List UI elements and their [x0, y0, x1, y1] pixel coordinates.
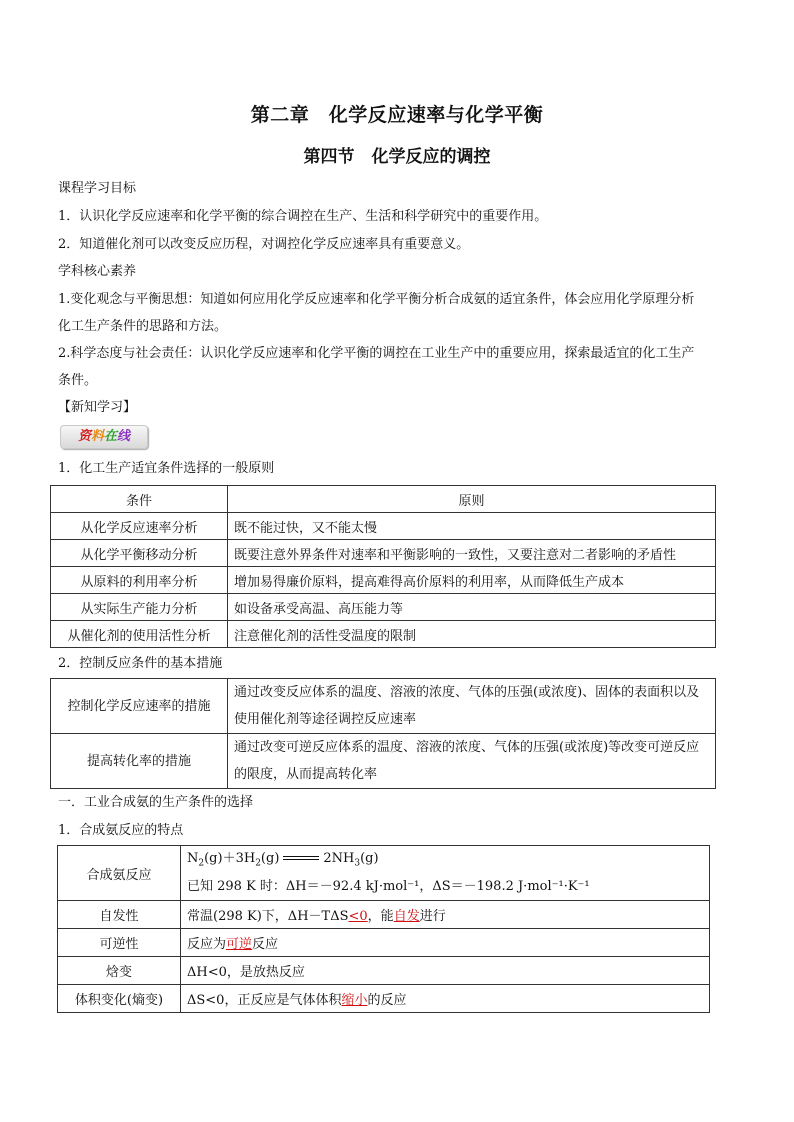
section1-heading: 1．化工生产适宜条件选择的一般原则 [58, 461, 275, 476]
principle-cell: 增加易得廉价原料，提高难得高价原料的利用率，从而降低生产成本 [228, 567, 716, 594]
condition-cell: 从化学平衡移动分析 [51, 540, 228, 567]
measure-desc-cell: 通过改变反应体系的温度、溶液的浓度、气体的压强(或浓度)、固体的表面积以及使用催化剂等途径调控反应速率 [228, 679, 716, 734]
measure-desc-cell: 通过改变可逆反应体系的温度、溶液的浓度、气体的压强(或浓度)等改变可逆反应的限度，从而提高转化率 [228, 734, 716, 789]
badge-char-4: 线 [117, 429, 131, 444]
column-header-condition: 条件 [51, 486, 228, 513]
condition-cell: 从实际生产能力分析 [51, 594, 228, 621]
part1-sub-heading: 1．合成氨反应的特点 [58, 823, 184, 838]
goal-item-1: 1．认识化学反应速率和化学平衡的综合调控在生产、生活和科学研究中的重要作用。 [58, 209, 548, 224]
condition-cell: 从原料的利用率分析 [51, 567, 228, 594]
literacy-p1-line2: 化工生产条件的思路和方法。 [58, 319, 228, 334]
table-row [51, 734, 716, 789]
badge-char-1: 资 [77, 429, 91, 444]
principle-cell: 既要注意外界条件对速率和平衡影响的一致性，又要注意对二者影响的矛盾性 [228, 540, 716, 567]
literacy-p2-line1: 2.科学态度与社会责任：认识化学反应速率和化学平衡的调控在工业生产中的重要应用，探索最适宜的化工生产 [58, 346, 695, 361]
measure-name-cell: 提高转化率的措施 [51, 734, 228, 789]
principle-cell: 注意催化剂的活性受温度的限制 [228, 621, 716, 648]
section-title: 第四节 化学反应的调控 [303, 147, 491, 167]
feature-label-cell: 焓变 [58, 957, 181, 985]
table-header-row [51, 486, 716, 513]
feature-label-cell: 体积变化(熵变) [58, 985, 181, 1013]
table-row [58, 846, 710, 901]
reaction-equation: $N_2(g)+3H_2(g)$ $2NH_3(g)$ [187, 850, 379, 869]
table-row [51, 621, 716, 648]
resource-online-badge [60, 425, 148, 449]
part1-heading: 一．工业合成氨的生产条件的选择 [58, 795, 254, 810]
table-row [58, 957, 710, 985]
answer-blank: 可逆 [226, 937, 253, 952]
feature-value-cell: ΔS<0，正反应是气体体积缩小的反应 [181, 985, 710, 1013]
principle-cell: 既不能过快，又不能太慢 [228, 513, 716, 540]
column-header-principle: 原则 [228, 486, 716, 513]
literacy-heading: 学科核心素养 [58, 264, 137, 279]
table-row [58, 929, 710, 957]
principle-cell: 如设备承受高温、高压能力等 [228, 594, 716, 621]
answer-blank: <0 [348, 909, 368, 924]
condition-cell: 从化学反应速率分析 [51, 513, 228, 540]
table-row [58, 901, 710, 929]
principles-table [50, 485, 716, 648]
new-knowledge-label: 【新知学习】 [58, 400, 137, 415]
feature-value-cell: ΔH<0，是放热反应 [181, 957, 710, 985]
ammonia-features-table [57, 845, 710, 1013]
badge-char-3: 在 [104, 429, 118, 444]
feature-value-cell: 反应为可逆反应 [181, 929, 710, 957]
section2-heading: 2．控制反应条件的基本措施 [58, 656, 223, 671]
literacy-p1-line1: 1.变化观念与平衡思想：知道如何应用化学反应速率和化学平衡分析合成氨的适宜条件，体会应用化学原理分析 [58, 292, 695, 307]
measures-table [50, 678, 716, 789]
goal-item-2: 2．知道催化剂可以改变反应历程，对调控化学反应速率具有重要意义。 [58, 237, 470, 252]
condition-cell: 从催化剂的使用活性分析 [51, 621, 228, 648]
feature-value-cell: 常温(298 K)下，ΔH－TΔS<0，能自发进行 [181, 901, 710, 929]
chapter-title: 第二章 化学反应速率与化学平衡 [250, 104, 544, 126]
table-row [51, 540, 716, 567]
thermo-data: 已知 298 K 时：ΔH＝－92.4 kJ·mol⁻¹，ΔS＝－198.2 J·mol⁻¹·K⁻¹ [187, 879, 590, 895]
answer-blank: 缩小 [341, 993, 368, 1008]
badge-char-2: 料 [90, 429, 104, 444]
table-row [51, 513, 716, 540]
equilibrium-arrow-icon [283, 856, 319, 860]
table-row [58, 985, 710, 1013]
literacy-p2-line2: 条件。 [58, 373, 98, 388]
measure-name-cell: 控制化学反应速率的措施 [51, 679, 228, 734]
table-row [51, 679, 716, 734]
answer-blank: 自发 [393, 909, 420, 924]
feature-label-cell: 自发性 [58, 901, 181, 929]
reaction-equation-cell [181, 846, 710, 901]
table-row [51, 567, 716, 594]
goals-heading: 课程学习目标 [58, 181, 137, 196]
feature-label-cell: 合成氨反应 [58, 846, 181, 901]
feature-label-cell: 可逆性 [58, 929, 181, 957]
table-row [51, 594, 716, 621]
